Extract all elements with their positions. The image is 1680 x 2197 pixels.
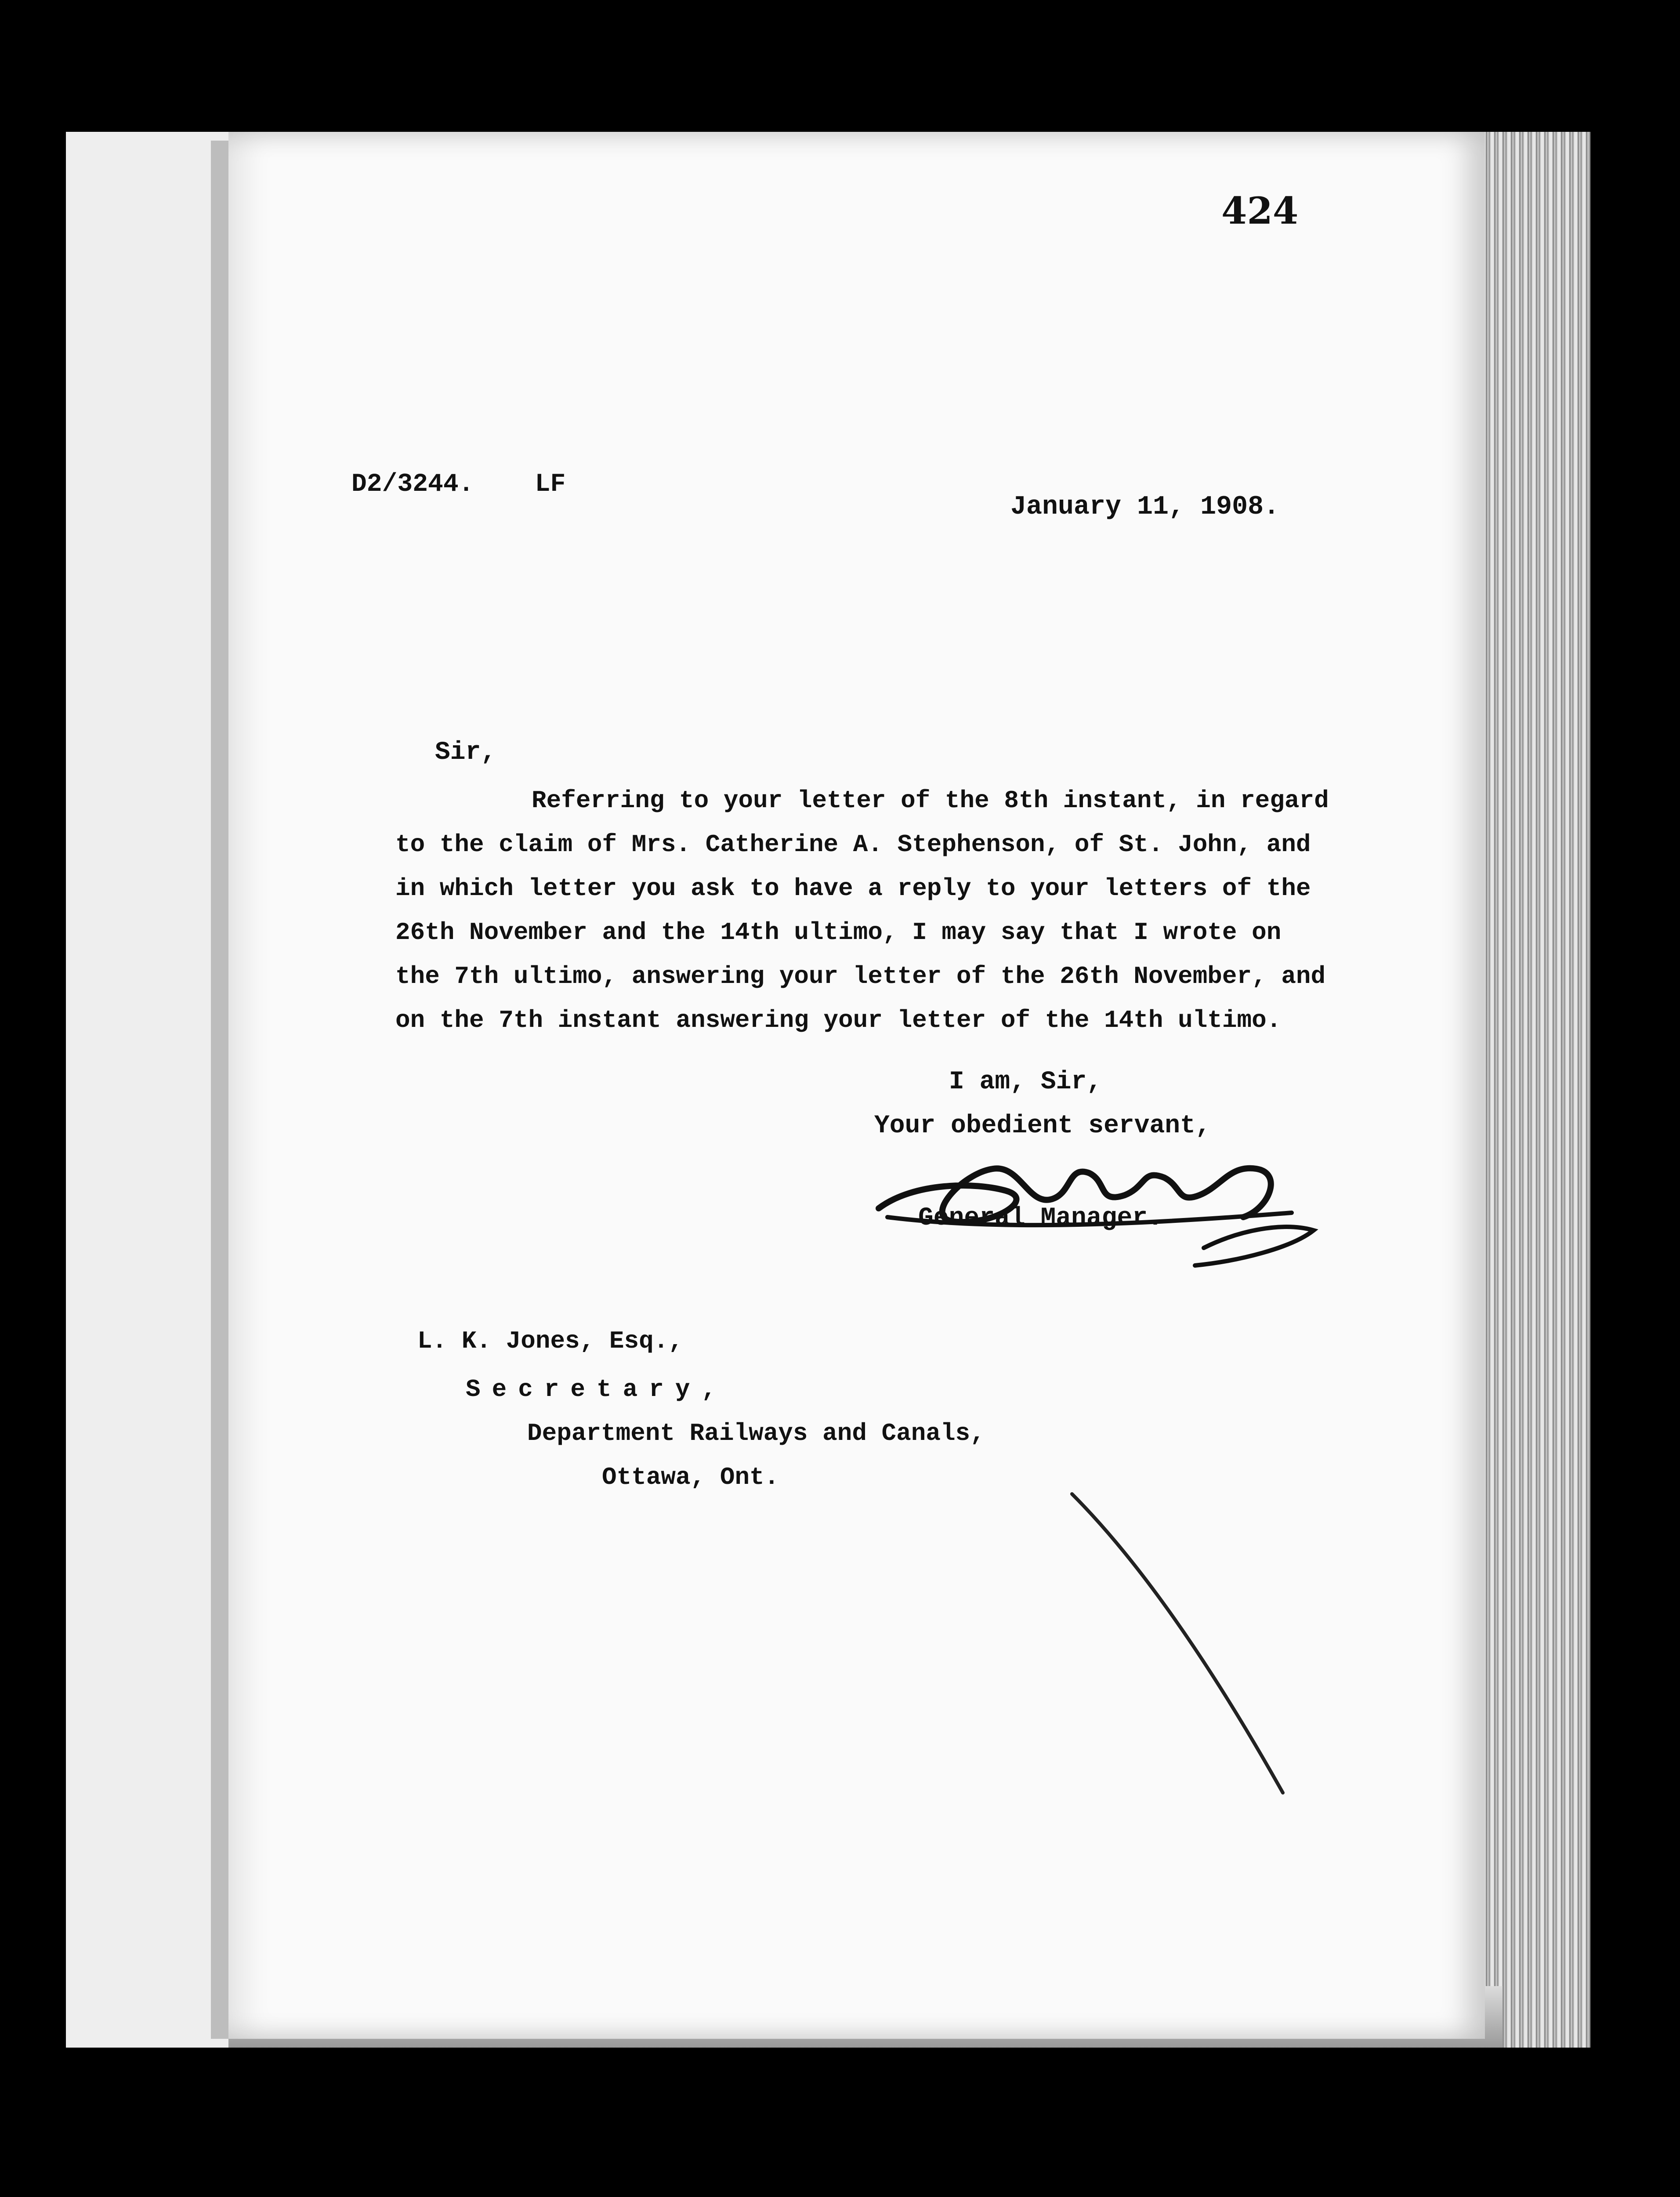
salutation: Sir,	[435, 738, 496, 767]
body-line: 26th November and the 14th ultimo, I may say that I wrote on	[395, 918, 1282, 946]
body-line: on the 7th instant answering your letter of the 14th ultimo.	[395, 1006, 1282, 1034]
pen-stroke-mark	[1063, 1485, 1309, 1802]
closing-line: I am, Sir,	[949, 1068, 1102, 1096]
ledger-binding-edge	[211, 141, 228, 2039]
body-line: in which letter you ask to have a reply to your letters of the	[395, 874, 1311, 903]
letter-date: January 11, 1908.	[1010, 492, 1280, 522]
addressee-department: Department Railways and Canals,	[527, 1419, 985, 1447]
body-line: to the claim of Mrs. Catherine A. Stephenson, of St. John, and	[395, 830, 1311, 859]
addressee-title: Secretary,	[466, 1375, 728, 1403]
signature-drawing	[861, 1116, 1327, 1274]
ledger-left-pages	[66, 132, 233, 2048]
page-number: 424	[1221, 189, 1299, 232]
body-line: the 7th ultimo, answering your letter of the 26th November, and	[395, 962, 1326, 990]
closing-line: General Manager.	[918, 1204, 1163, 1233]
closing-line: Your obedient servant,	[874, 1112, 1211, 1140]
addressee-name: L. K. Jones, Esq.,	[417, 1327, 683, 1355]
body-line: Referring to your letter of the 8th instant, in regard	[532, 787, 1329, 815]
addressee-city: Ottawa, Ont.	[602, 1463, 779, 1491]
file-reference: D2/3244. LF	[351, 470, 566, 499]
